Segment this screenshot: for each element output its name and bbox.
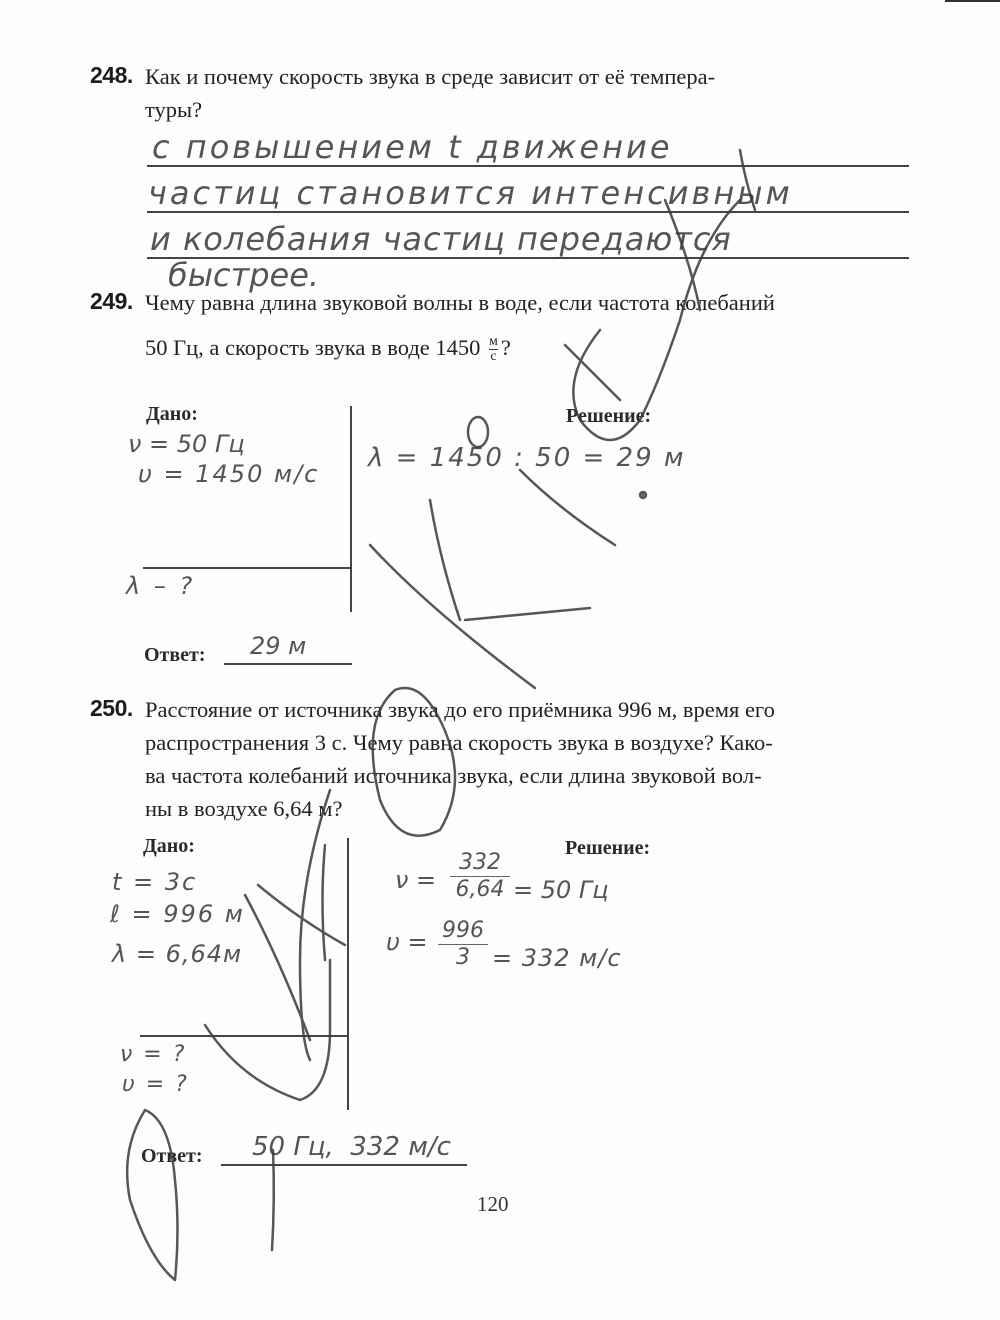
given-label: Дано: xyxy=(143,835,195,857)
handwritten-answer-line: с повышением t движение xyxy=(152,128,673,166)
given-item: ν = 50 Гц xyxy=(128,430,245,458)
question-text-249: Чему равна длина звуковой волны в воде, если частота колебаний xyxy=(145,290,775,315)
given-divider-vertical xyxy=(350,406,352,612)
solution-v-fraction xyxy=(438,918,488,970)
solution-nu-fraction xyxy=(450,850,510,902)
answer-underline xyxy=(224,663,352,665)
find-item: ν = ? xyxy=(120,1042,187,1067)
solution-nu-lhs: ν = xyxy=(395,866,437,894)
handwritten-answer-line: быстрее. xyxy=(168,256,320,294)
question-text-248 xyxy=(145,60,910,126)
given-divider-vertical xyxy=(347,838,349,1110)
fraction-denominator: 6,64 xyxy=(455,877,505,902)
handwritten-answer-line: и колебания частиц передаются xyxy=(150,220,732,258)
question-number-248: 248. xyxy=(90,62,133,88)
solution-label: Решение: xyxy=(565,837,651,859)
given-divider-horizontal xyxy=(140,1035,348,1037)
given-item: υ = 1450 м/с xyxy=(138,460,320,488)
question-number-250: 250. xyxy=(90,695,133,721)
question-text-line: Как и почему скорость звука в среде зависит от её темпера- xyxy=(145,64,716,89)
find-item: λ – ? xyxy=(126,572,196,600)
solution-line: λ = 1450 : 50 = 29 м xyxy=(368,443,686,473)
answer-value: 50 Гц, 332 м/с xyxy=(252,1132,451,1162)
given-item: t = 3с xyxy=(112,868,198,896)
given-label: Дано: xyxy=(146,403,198,425)
given-item: ℓ = 996 м xyxy=(110,900,245,928)
unit-fraction xyxy=(489,335,498,364)
solution-nu-result: = 50 Гц xyxy=(513,876,609,904)
unit-denominator: с xyxy=(490,349,497,365)
question-text-line: Расстояние от источника звука до его приёмника 996 м, время его xyxy=(145,697,775,722)
solution-v-lhs: υ = xyxy=(386,928,428,956)
question-text-249-line2 xyxy=(145,331,511,364)
question-text-line: распространения 3 с. Чему равна скорость звука в воздухе? Како- xyxy=(145,730,773,755)
answer-underline xyxy=(221,1164,467,1166)
fraction-denominator: 3 xyxy=(456,945,470,970)
question-text-250 xyxy=(145,693,910,825)
question-text-line: ны в воздухе 6,64 м? xyxy=(145,796,343,821)
question-number-249: 249. xyxy=(90,288,133,314)
find-item: υ = ? xyxy=(122,1072,189,1097)
question-text-line: туры? xyxy=(145,97,203,122)
handwritten-answer-line: частиц становится интенсивным xyxy=(148,174,793,212)
given-divider-horizontal xyxy=(143,567,351,569)
unit-numerator: м xyxy=(489,334,498,350)
page-edge-mark xyxy=(945,0,1000,2)
given-item: λ = 6,64м xyxy=(112,940,243,968)
answer-label: Ответ: xyxy=(144,644,206,666)
answer-value: 29 м xyxy=(250,632,307,660)
question-text-line: ва частота колебаний источника звука, если длина звуковой вол- xyxy=(145,763,762,788)
solution-label: Решение: xyxy=(566,405,652,427)
solution-v-result: = 332 м/с xyxy=(492,944,622,972)
fraction-numerator: 996 xyxy=(438,918,488,945)
answer-label: Ответ: xyxy=(141,1145,203,1167)
question-text-part: 50 Гц, а скорость звука в воде 1450 xyxy=(145,335,481,360)
question-text-part: ? xyxy=(500,335,511,360)
fraction-numerator: 332 xyxy=(450,850,510,877)
page-number: 120 xyxy=(477,1192,509,1216)
